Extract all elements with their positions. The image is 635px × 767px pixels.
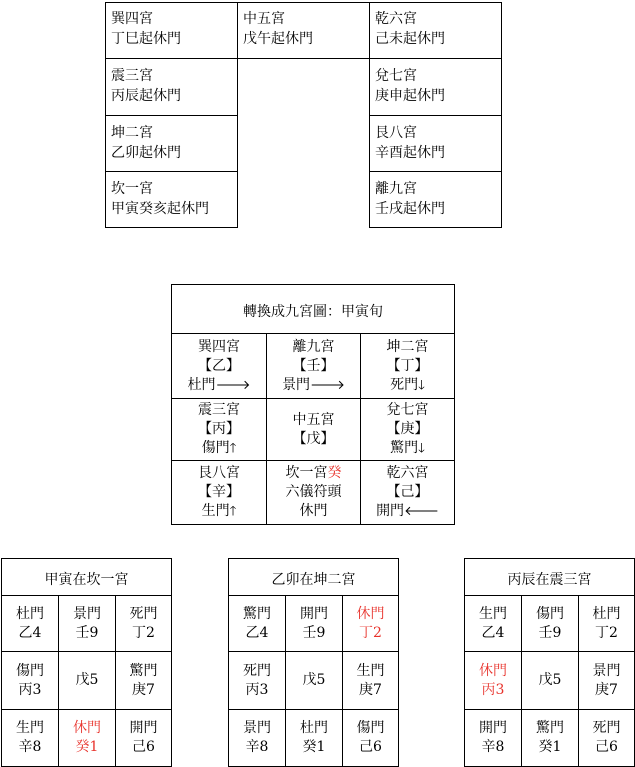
stem-number: 丙3 xyxy=(18,681,42,698)
door-label: 死門 xyxy=(243,662,271,679)
stem-number: 乙4 xyxy=(481,624,505,641)
stem-number: 戊5 xyxy=(75,672,99,688)
door-label: 杜門 xyxy=(16,605,44,622)
grid-cell xyxy=(522,652,578,709)
arrow-down-icon: 🡓 xyxy=(418,441,425,456)
stem-number: 丙3 xyxy=(245,681,269,698)
palace-cell-kun2 xyxy=(105,115,238,172)
palace-start-line: 己未起休門 xyxy=(375,31,445,47)
palace-name: 兌七宮 xyxy=(386,402,429,418)
stem-number: 戊5 xyxy=(302,672,326,688)
grid-cell xyxy=(522,596,578,651)
door-rotation-grid xyxy=(228,558,399,767)
palace-name: 坎一宮 xyxy=(111,181,153,197)
palace-cell-dui7 xyxy=(369,58,502,116)
stem-number: 癸1 xyxy=(302,739,326,755)
stem-number: 庚7 xyxy=(359,681,382,698)
palace-name: 中五宮 xyxy=(243,11,285,27)
door-label: 休門 xyxy=(479,662,507,679)
palace-door: 開門🡐 xyxy=(376,503,439,519)
door-label: 休門 xyxy=(356,605,385,622)
door-label: 死門 xyxy=(592,720,621,736)
palace-start-line: 乙卯起休門 xyxy=(111,145,181,161)
grid-cell xyxy=(579,710,634,766)
palace-cell xyxy=(361,334,454,398)
highlight-stem: 癸 xyxy=(327,465,342,481)
palace-cell-zhen3 xyxy=(105,58,238,116)
palace-name: 兌七宮 xyxy=(375,68,417,84)
door-label: 生門 xyxy=(356,662,385,679)
palace-start-line: 甲寅癸亥起休門 xyxy=(111,201,209,217)
palace-cell xyxy=(172,334,266,398)
palace-cell-li9 xyxy=(369,171,502,228)
stem-number: 戊5 xyxy=(538,672,562,688)
palace-door: 生門🡑 xyxy=(201,503,237,519)
arrow-up-icon: 🡑 xyxy=(229,504,237,519)
grid-cell xyxy=(465,710,521,766)
stem-number: 庚7 xyxy=(132,681,155,698)
palace-cell xyxy=(267,399,360,460)
door-label: 景門 xyxy=(73,605,101,622)
stem-number: 壬9 xyxy=(302,624,326,641)
stem-number: 乙4 xyxy=(18,624,42,641)
palace-start-line: 壬戌起休門 xyxy=(375,201,445,217)
palace-door: 休門 xyxy=(299,503,328,519)
palace-cell-kan1 xyxy=(105,171,238,228)
grid-cell xyxy=(343,710,398,766)
palace-stem: 【丙】 xyxy=(198,421,240,437)
door-label: 死門 xyxy=(129,605,158,622)
grid-cell xyxy=(59,596,115,651)
palace-name: 乾六宮 xyxy=(386,465,429,481)
palace-cell-xun4 xyxy=(105,2,238,59)
palace-name: 坎一宮癸 xyxy=(285,465,342,481)
door-label: 驚門 xyxy=(243,605,271,622)
grid-cell xyxy=(229,596,285,651)
stem-number: 丁2 xyxy=(359,624,382,641)
arrow-right-icon: 🡒 xyxy=(310,377,345,393)
palace-name: 震三宮 xyxy=(111,68,153,84)
grid-cell xyxy=(59,710,115,766)
door-label: 生門 xyxy=(479,605,507,622)
grid-cell xyxy=(59,652,115,709)
door-rotation-grid xyxy=(464,558,635,767)
grid-cell xyxy=(116,596,171,651)
palace-name: 離九宮 xyxy=(292,338,335,355)
grid-cell xyxy=(343,596,398,651)
palace-start-line: 辛酉起休門 xyxy=(375,145,445,161)
door-label: 傷門 xyxy=(16,662,44,679)
stem-number: 辛8 xyxy=(481,739,505,755)
door-label: 休門 xyxy=(73,720,101,736)
palace-cell xyxy=(267,334,360,398)
grid-cell xyxy=(229,652,285,709)
grid-cell xyxy=(116,652,171,709)
palace-stem: 【辛】 xyxy=(198,484,240,500)
stem-number: 辛8 xyxy=(245,739,269,755)
arrow-left-icon: 🡐 xyxy=(404,504,439,519)
nine-palace-diagram xyxy=(171,284,455,525)
stem-number: 壬9 xyxy=(75,624,99,641)
grid-cell xyxy=(522,710,578,766)
palace-cell-zhong5 xyxy=(237,2,370,59)
door-label: 生門 xyxy=(16,720,44,736)
grid-cell xyxy=(2,710,58,766)
grid-cell xyxy=(465,596,521,651)
door-label: 傷門 xyxy=(536,605,564,622)
palace-stem: 【戊】 xyxy=(292,430,335,447)
arrow-down-icon: 🡓 xyxy=(418,377,425,393)
palace-cell xyxy=(172,399,266,460)
palace-door: 杜門🡒 xyxy=(187,376,251,393)
stem-number: 辛8 xyxy=(18,739,42,755)
stem-number: 癸1 xyxy=(75,739,99,755)
door-label: 景門 xyxy=(243,720,271,736)
door-label: 開門 xyxy=(300,605,328,622)
stem-number: 丙3 xyxy=(481,681,505,698)
door-label: 開門 xyxy=(129,720,158,736)
stem-number: 癸1 xyxy=(538,739,562,755)
grid-title: 乙卯在坤二宮 xyxy=(271,572,356,588)
arrow-up-icon: 🡑 xyxy=(229,441,237,456)
door-label: 開門 xyxy=(479,720,507,736)
grid-cell xyxy=(579,596,634,651)
stem-number: 己6 xyxy=(359,739,382,755)
grid-cell xyxy=(229,710,285,766)
grid-title: 丙辰在震三宮 xyxy=(507,572,592,588)
stem-number: 丁2 xyxy=(132,624,155,641)
stem-number: 乙4 xyxy=(245,624,269,641)
door-label: 驚門 xyxy=(536,720,564,736)
palace-start-line: 丁巳起休門 xyxy=(111,31,181,47)
palace-stem: 【庚】 xyxy=(386,421,429,437)
palace-stem: 【壬】 xyxy=(292,357,335,374)
palace-name: 坤二宮 xyxy=(386,338,429,355)
stem-number: 己6 xyxy=(595,739,618,755)
grid-cell xyxy=(286,652,342,709)
grid-cell xyxy=(579,652,634,709)
palace-name: 艮八宮 xyxy=(375,125,417,141)
palace-stem: 【乙】 xyxy=(198,357,240,374)
door-label: 杜門 xyxy=(300,720,328,736)
palace-stem: 【己】 xyxy=(386,484,429,500)
grid-cell xyxy=(286,596,342,651)
diagram-title: 轉換成九宮圖：甲寅旬 xyxy=(243,304,383,320)
door-label: 景門 xyxy=(592,662,621,679)
palace-door: 傷門🡑 xyxy=(201,440,237,456)
stem-number: 丁2 xyxy=(595,624,618,641)
palace-name: 巽四宮 xyxy=(111,11,153,27)
grid-cell xyxy=(343,652,398,709)
grid-cell xyxy=(465,652,521,709)
palace-cell xyxy=(361,461,454,524)
palace-name: 離九宮 xyxy=(375,181,417,197)
palace-stem: 六儀符頭 xyxy=(285,484,342,500)
stem-number: 壬9 xyxy=(538,624,562,641)
door-rotation-grid xyxy=(1,558,172,767)
palace-name: 乾六宮 xyxy=(375,11,417,27)
palace-cell-gen8 xyxy=(369,115,502,172)
stem-number: 己6 xyxy=(132,739,155,755)
palace-cell xyxy=(172,461,266,524)
grid-cell xyxy=(286,710,342,766)
door-label: 杜門 xyxy=(592,605,621,622)
palace-stem: 【丁】 xyxy=(386,357,429,374)
stem-number: 庚7 xyxy=(595,681,618,698)
palace-cell-qian6 xyxy=(369,2,502,59)
grid-title: 甲寅在坎一宮 xyxy=(44,572,129,588)
palace-door: 驚門🡓 xyxy=(390,440,425,456)
palace-cell xyxy=(361,399,454,460)
palace-name: 中五宮 xyxy=(292,411,335,428)
arrow-right-icon: 🡒 xyxy=(215,377,251,393)
palace-start-line: 庚申起休門 xyxy=(375,88,445,104)
palace-name: 巽四宮 xyxy=(198,338,240,355)
grid-cell xyxy=(116,710,171,766)
palace-start-line: 丙辰起休門 xyxy=(111,88,181,104)
grid-cell xyxy=(2,652,58,709)
palace-door: 景門🡒 xyxy=(282,376,345,393)
palace-cell xyxy=(267,461,360,524)
palace-name: 坤二宮 xyxy=(111,125,153,141)
palace-start-line: 戊午起休門 xyxy=(243,31,313,47)
grid-cell xyxy=(2,596,58,651)
palace-door: 死門🡓 xyxy=(390,376,425,393)
palace-name: 震三宮 xyxy=(198,402,240,418)
palace-name: 艮八宮 xyxy=(198,465,240,481)
door-label: 傷門 xyxy=(356,720,385,736)
door-label: 驚門 xyxy=(129,662,158,679)
